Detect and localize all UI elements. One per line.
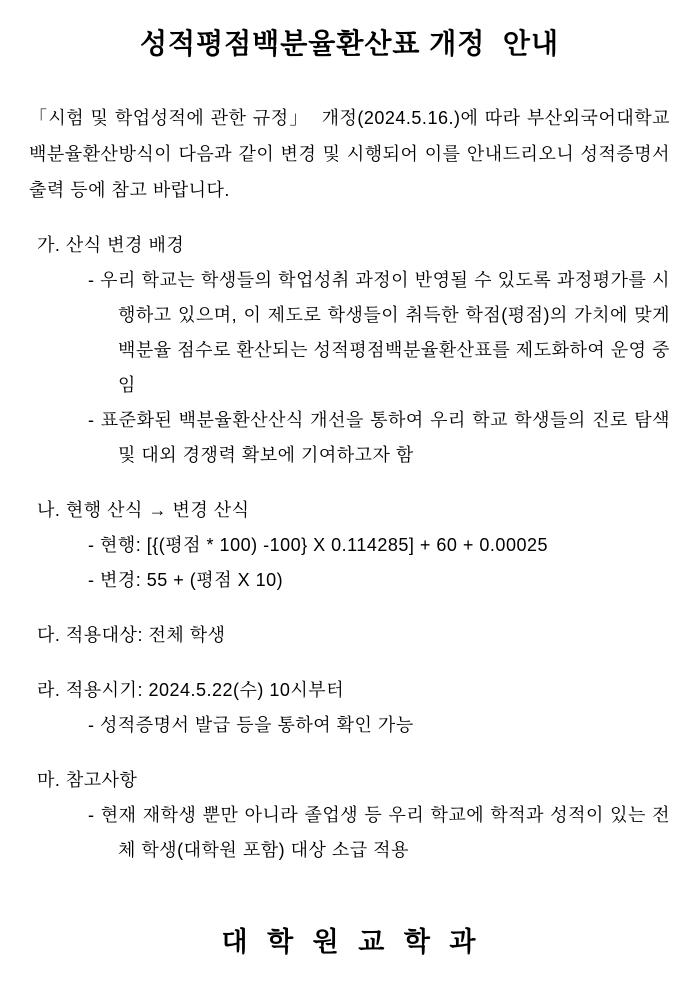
section-heading: 라. 적용시기: 2024.5.22(수) 10시부터 (37, 680, 345, 700)
section-formula-change (29, 493, 670, 598)
section-item: - 현행: [{(평점 * 100) -100} X 0.114285] + 60 + 0.00025 (88, 535, 548, 555)
section-item: - 성적증명서 발급 등을 통하여 확인 가능 (88, 715, 414, 735)
section-application-target (29, 618, 670, 653)
section-heading: 다. 적용대상: 전체 학생 (37, 625, 226, 645)
section-application-time (29, 673, 670, 743)
section-heading: 나. 현행 산식 → 변경 산식 (37, 500, 250, 520)
section-item: - 변경: 55 + (평점 X 10) (88, 570, 284, 590)
section-item: - 우리 학교는 학생들의 학업성취 과정이 반영될 수 있도록 과정평가를 시행하고 있으며, 이 제도로 학생들이 취득한 학점(평점)의 가치에 맞게 백분율 점수로 환산되는 성적평점백분율환산표를 제도화하여 운영 중임 (88, 270, 670, 395)
issuing-department: 대 학 원 교 학 과 (221, 927, 478, 957)
section-item: - 현재 재학생 뿐만 아니라 졸업생 등 우리 학교에 학적과 성적이 있는 전체 학생(대학원 포함) 대상 소급 적용 (88, 805, 670, 860)
section-notes (29, 763, 670, 868)
intro-paragraph: 「시험 및 학업성적에 관한 규정」 개정(2024.5.16.)에 따라 부산외국어대학교 백분율환산방식이 다음과 같이 변경 및 시행되어 이를 안내드리오니 성적증명서 출력 등에 참고 바랍니다. (29, 108, 670, 200)
section-formula-background (29, 228, 670, 473)
section-heading: 마. 참고사항 (37, 770, 138, 790)
section-item: - 표준화된 백분율환산산식 개선을 통하여 우리 학교 학생들의 진로 탐색 및 대외 경쟁력 확보에 기여하고자 함 (88, 410, 670, 465)
section-heading: 가. 산식 변경 배경 (37, 235, 185, 255)
page-title: 성적평점백분율환산표 개정 안내 (139, 28, 559, 59)
